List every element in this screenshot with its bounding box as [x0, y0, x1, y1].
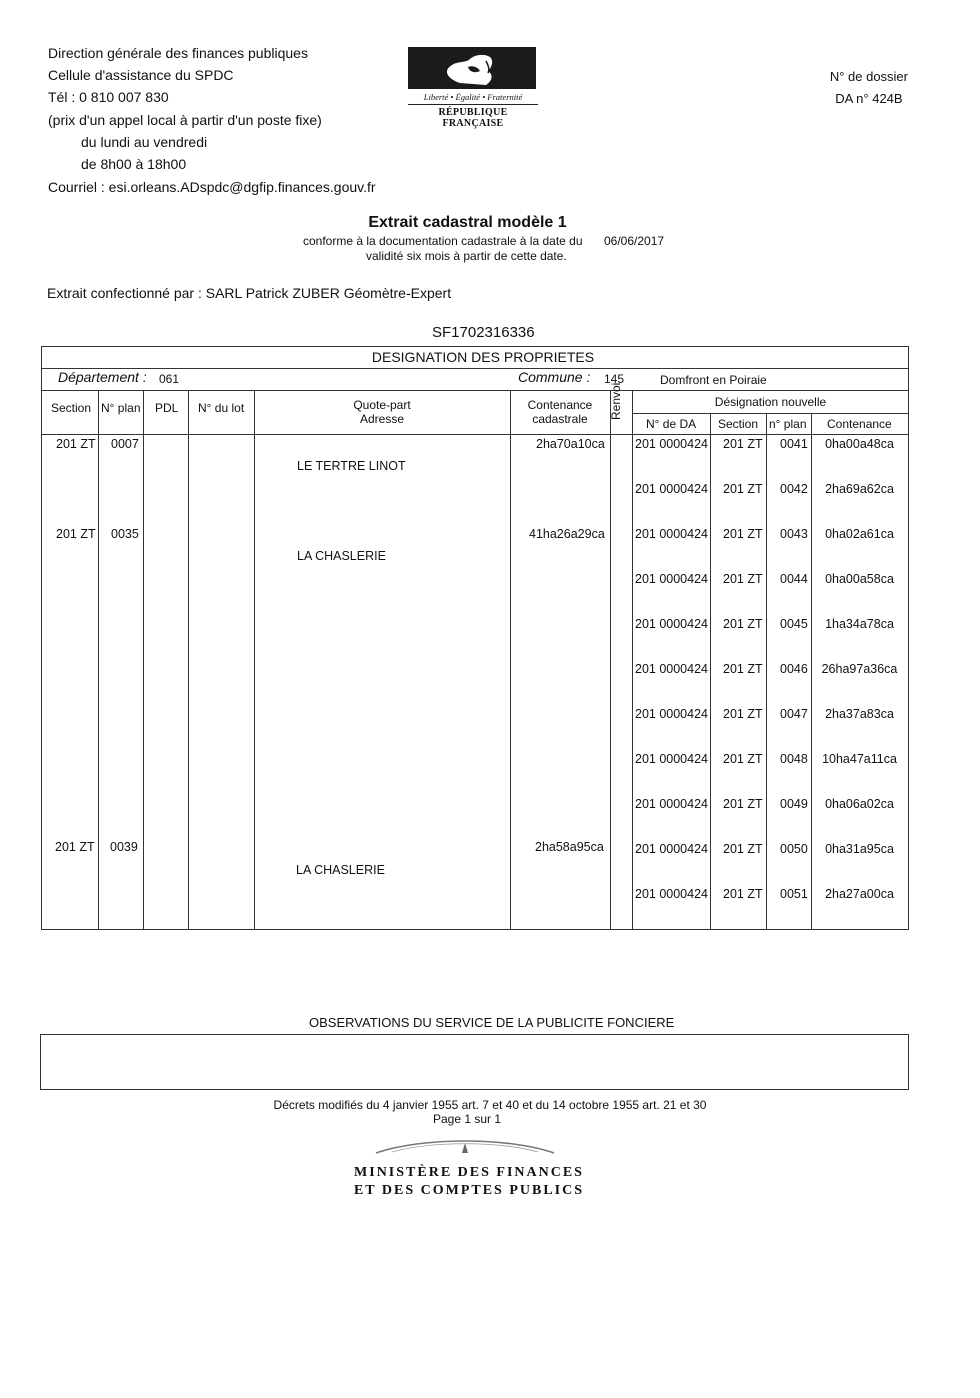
dossier-block	[830, 66, 908, 110]
parcel-adresse: LA CHASLERIE	[296, 863, 385, 877]
parcel-plan: 0035	[111, 527, 139, 541]
new-contenance: 1ha34a78ca	[825, 617, 894, 631]
ministry-emblem-icon	[372, 1135, 558, 1157]
table-title: DESIGNATION DES PROPRIETES	[371, 349, 595, 365]
col-n-plan-new: n° plan	[769, 417, 807, 431]
parcel-plan: 0007	[111, 437, 139, 451]
new-da: 201 0000424	[635, 842, 708, 856]
col-contenance-new: Contenance	[827, 417, 892, 431]
parcel-section: 201 ZT	[56, 527, 96, 541]
departement-label: Département :	[58, 369, 147, 385]
new-section: 201 ZT	[723, 887, 763, 901]
col-section: Section	[51, 401, 92, 415]
table-vline	[766, 413, 767, 930]
new-section: 201 ZT	[723, 662, 763, 676]
col-quote-part: Quote-part	[353, 398, 411, 412]
new-da: 201 0000424	[635, 662, 708, 676]
new-plan: 0044	[780, 572, 808, 586]
marianne-icon	[408, 47, 536, 89]
ministere-line2: ET DES COMPTES PUBLICS	[353, 1183, 585, 1198]
header-phone: Tél : 0 810 007 830	[48, 89, 169, 105]
col-n-plan: N° plan	[101, 401, 141, 415]
new-da: 201 0000424	[635, 752, 708, 766]
parcel-adresse: LA CHASLERIE	[297, 549, 386, 563]
col-cadastrale: cadastrale	[532, 412, 588, 426]
commune-value: 145	[604, 372, 625, 386]
new-da: 201 0000424	[635, 572, 708, 586]
dossier-value: DA n° 424B	[835, 91, 903, 106]
parcel-adresse: LE TERTRE LINOT	[297, 459, 406, 473]
parcel-section: 201 ZT	[55, 840, 95, 854]
commune-label: Commune :	[518, 369, 591, 385]
observations-title: OBSERVATIONS DU SERVICE DE LA PUBLICITE FONCIERE	[309, 1015, 675, 1030]
parcel-plan: 0039	[110, 840, 138, 854]
table-vline	[98, 390, 99, 930]
table-vline	[710, 413, 711, 930]
header-email: Courriel : esi.orleans.ADspdc@dgfip.finances.gouv.fr	[48, 179, 376, 195]
decrets-note: Décrets modifiés du 4 janvier 1955 art. 7 et 40 et du 14 octobre 1955 art. 21 et 30	[273, 1098, 707, 1112]
new-section: 201 ZT	[723, 527, 763, 541]
new-da: 201 0000424	[635, 797, 708, 811]
parcel-contenance: 2ha70a10ca	[536, 437, 605, 451]
new-plan: 0050	[780, 842, 808, 856]
new-da: 201 0000424	[635, 887, 708, 901]
new-plan: 0042	[780, 482, 808, 496]
new-plan: 0046	[780, 662, 808, 676]
new-plan: 0051	[780, 887, 808, 901]
new-contenance: 2ha27a00ca	[825, 887, 894, 901]
new-da: 201 0000424	[635, 437, 708, 451]
dossier-label: N° de dossier	[829, 69, 908, 84]
republique-logo	[408, 47, 538, 129]
col-n-lot: N° du lot	[198, 401, 245, 415]
new-section: 201 ZT	[723, 707, 763, 721]
table-hline	[41, 390, 909, 391]
col-n-da: N° de DA	[646, 417, 697, 431]
header-cellule: Cellule d'assistance du SPDC	[48, 67, 234, 83]
table-hline	[41, 368, 909, 369]
reference-number: SF1702316336	[432, 324, 535, 341]
parcel-section: 201 ZT	[56, 437, 96, 451]
subtitle-date: 06/06/2017	[604, 234, 665, 248]
new-plan: 0041	[780, 437, 808, 451]
new-contenance: 0ha31a95ca	[825, 842, 894, 856]
header-days: du lundi au vendredi	[81, 134, 208, 150]
new-contenance: 10ha47a11ca	[822, 752, 897, 766]
new-da: 201 0000424	[635, 617, 708, 631]
new-section: 201 ZT	[723, 437, 763, 451]
new-da: 201 0000424	[635, 482, 708, 496]
subtitle-validite: validité six mois à partir de cette date.	[366, 249, 567, 263]
table-vline	[254, 390, 255, 930]
new-plan: 0048	[780, 752, 808, 766]
new-section: 201 ZT	[723, 797, 763, 811]
parcel-contenance: 2ha58a95ca	[535, 840, 604, 854]
extrait-author: Extrait confectionné par : SARL Patrick ZUBER Géomètre-Expert	[47, 285, 452, 301]
table-vline	[188, 390, 189, 930]
new-contenance: 26ha97a36ca	[821, 662, 898, 676]
table-hline	[632, 413, 909, 414]
subtitle-conforme: conforme à la documentation cadastrale à la date du	[303, 234, 583, 248]
ministere-line1: MINISTÈRE DES FINANCES	[354, 1165, 584, 1180]
col-pdl: PDL	[155, 401, 179, 415]
new-section: 201 ZT	[723, 572, 763, 586]
col-contenance: Contenance	[527, 398, 593, 412]
new-section: 201 ZT	[723, 617, 763, 631]
header-phone-note: (prix d'un appel local à partir d'un poste fixe)	[48, 112, 322, 128]
col-designation-nouvelle: Désignation nouvelle	[714, 395, 827, 409]
new-section: 201 ZT	[723, 482, 763, 496]
new-contenance: 0ha06a02ca	[825, 797, 894, 811]
col-adresse: Adresse	[359, 412, 405, 426]
document-title: Extrait cadastral modèle 1	[368, 214, 567, 231]
new-contenance: 2ha69a62ca	[825, 482, 894, 496]
new-plan: 0047	[780, 707, 808, 721]
departement-value: 061	[159, 372, 180, 386]
new-contenance: 2ha37a83ca	[825, 707, 894, 721]
new-section: 201 ZT	[723, 752, 763, 766]
observations-box	[40, 1034, 909, 1090]
header-direction: Direction générale des finances publiques	[48, 45, 308, 61]
page-number: Page 1 sur 1	[433, 1112, 502, 1126]
new-contenance: 0ha00a58ca	[825, 572, 894, 586]
new-plan: 0045	[780, 617, 808, 631]
new-da: 201 0000424	[635, 707, 708, 721]
header-hours: de 8h00 à 18h00	[81, 156, 187, 172]
new-da: 201 0000424	[635, 527, 708, 541]
logo-republique: RÉPUBLIQUE FRANÇAISE	[408, 104, 538, 129]
table-hline	[41, 434, 909, 435]
new-contenance: 0ha00a48ca	[825, 437, 894, 451]
commune-name: Domfront en Poiraie	[660, 373, 767, 387]
new-section: 201 ZT	[723, 842, 763, 856]
logo-motto: Liberté • Égalité • Fraternité	[423, 92, 523, 102]
new-contenance: 0ha02a61ca	[825, 527, 894, 541]
table-vline	[510, 390, 511, 930]
table-vline	[610, 390, 611, 930]
col-renvoi: Renvoi	[609, 382, 623, 420]
table-vline	[143, 390, 144, 930]
col-section-new: Section	[718, 417, 759, 431]
new-plan: 0049	[780, 797, 808, 811]
new-plan: 0043	[780, 527, 808, 541]
parcel-contenance: 41ha26a29ca	[529, 527, 605, 541]
table-vline	[632, 390, 633, 930]
